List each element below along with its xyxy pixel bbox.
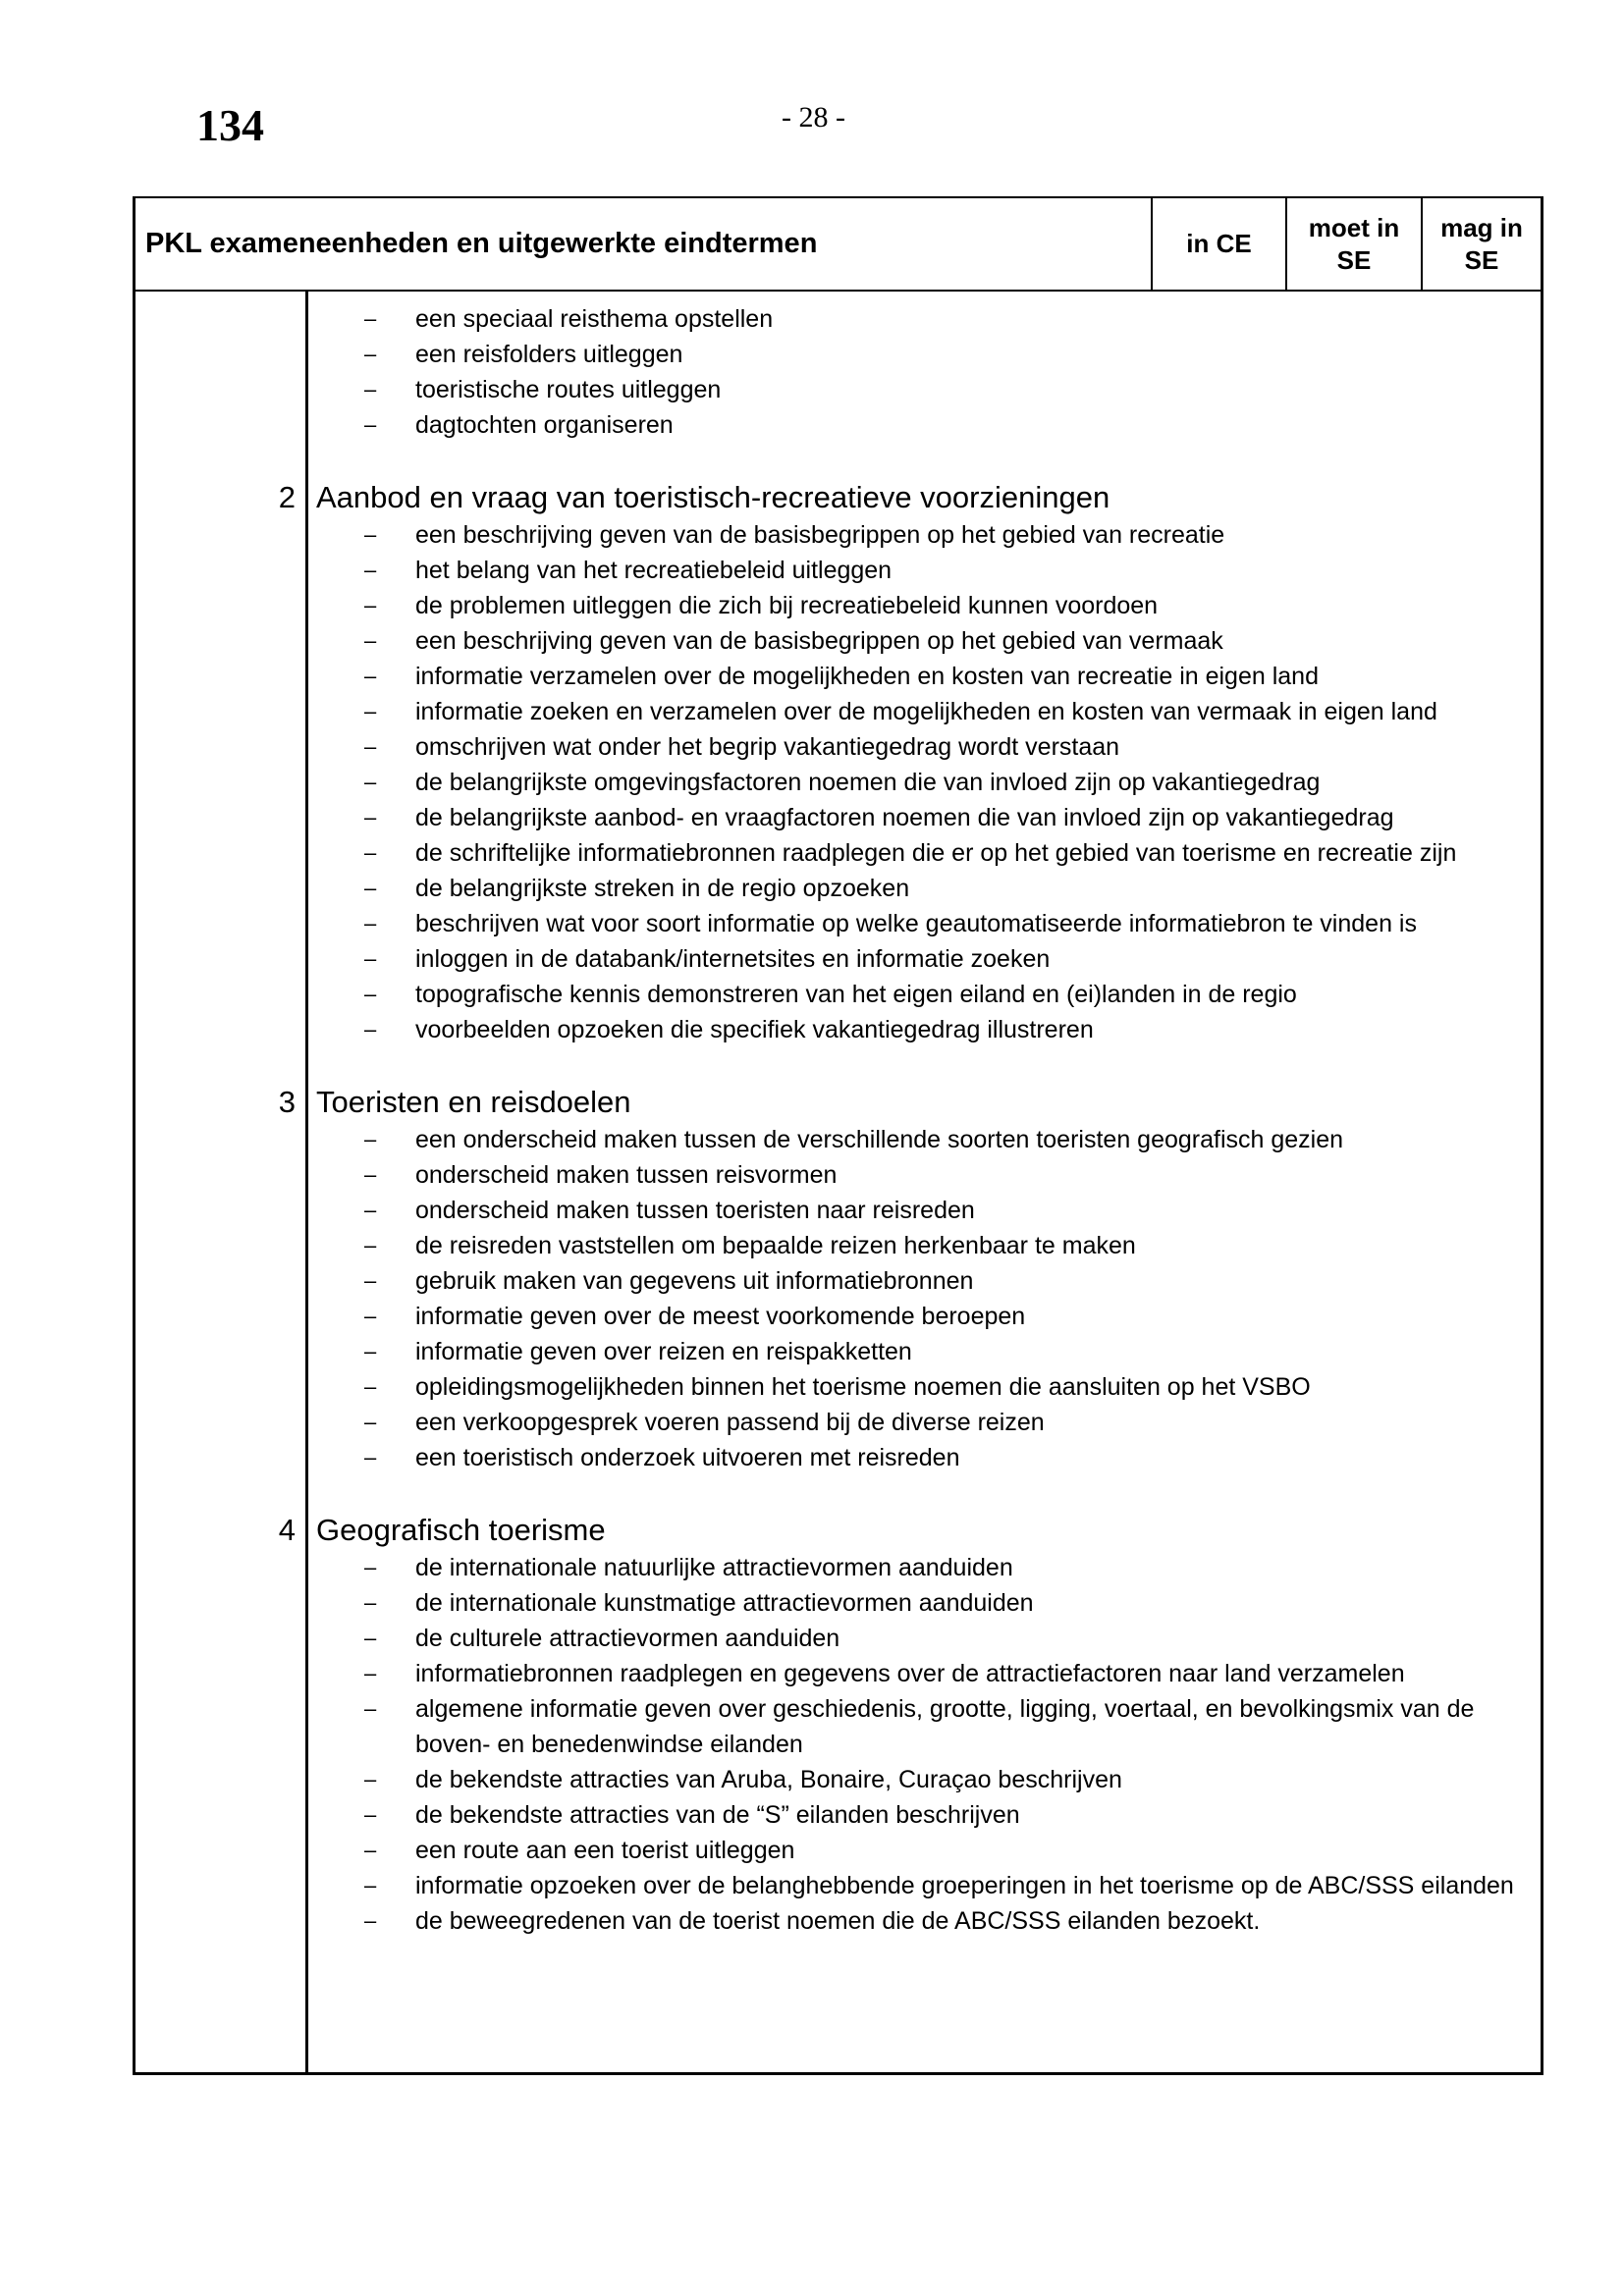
page-number: - 28 -: [782, 101, 845, 133]
list-item-text: dagtochten organiseren: [415, 411, 674, 439]
list-item: [135, 407, 1541, 443]
list-item: [135, 1440, 1541, 1475]
list-item-text: de internationale kunstmatige attractievormen aanduiden: [415, 1589, 1034, 1617]
section: [135, 478, 1541, 1047]
list-item-text: een beschrijving geven van de basisbegrippen op het gebied van vermaak: [415, 627, 1223, 655]
list-item: [135, 301, 1541, 337]
dash-bullet-icon: –: [364, 1127, 377, 1151]
dash-bullet-icon: –: [364, 412, 377, 437]
dash-bullet-icon: –: [364, 734, 377, 759]
list-item: [135, 1797, 1541, 1833]
list-item: [135, 1157, 1541, 1193]
dash-bullet-icon: –: [364, 1162, 377, 1187]
dash-bullet-icon: –: [364, 1304, 377, 1328]
dash-bullet-icon: –: [364, 982, 377, 1006]
dash-bullet-icon: –: [364, 377, 377, 401]
header-mag-in-se: mag in SE: [1440, 212, 1523, 275]
header-in-ce: in CE: [1153, 198, 1287, 290]
dash-bullet-icon: –: [364, 1802, 377, 1827]
list-item: [135, 977, 1541, 1012]
list-item-text: gebruik maken van gegevens uit informatiebronnen: [415, 1267, 974, 1295]
list-item-text: de reisreden vaststellen om bepaalde reizen herkenbaar te maken: [415, 1232, 1136, 1259]
list-item-text: informatie verzamelen over de mogelijkheden en kosten van recreatie in eigen land: [415, 663, 1319, 690]
section-number: 2: [278, 480, 296, 514]
dash-bullet-icon: –: [364, 1838, 377, 1862]
list-item-text: het belang van het recreatiebeleid uitleggen: [415, 557, 893, 584]
dash-bullet-icon: –: [364, 1661, 377, 1685]
list-item: [135, 1369, 1541, 1405]
dash-bullet-icon: –: [364, 1339, 377, 1363]
list-item-text: de beweegredenen van de toerist noemen die de ABC/SSS eilanden bezoekt.: [415, 1907, 1261, 1935]
dash-bullet-icon: –: [364, 1017, 377, 1041]
list-item: [135, 906, 1541, 941]
list-item: [135, 1868, 1541, 1903]
list-item-text: de bekendste attracties van Aruba, Bonaire, Curaçao beschrijven: [415, 1766, 1122, 1793]
list-item: [135, 694, 1541, 729]
list-item-text: een speciaal reisthema opstellen: [415, 305, 774, 333]
list-item-text: voorbeelden opzoeken die specifiek vakantiegedrag illustreren: [415, 1016, 1094, 1043]
dash-bullet-icon: –: [364, 628, 377, 653]
section-title: Geografisch toerisme: [316, 1513, 606, 1547]
list-item: [135, 1903, 1541, 1939]
list-item-text: informatie geven over reizen en reispakketten: [415, 1338, 912, 1365]
list-item: [135, 1334, 1541, 1369]
dash-bullet-icon: –: [364, 664, 377, 688]
list-item-text: de belangrijkste streken in de regio opzoeken: [415, 875, 910, 902]
dash-bullet-icon: –: [364, 911, 377, 935]
list-item-text: de belangrijkste aanbod- en vraagfactoren noemen die van invloed zijn op vakantiegedrag: [415, 804, 1394, 831]
list-item: [135, 372, 1541, 407]
section: [135, 1083, 1541, 1475]
dash-bullet-icon: –: [364, 1873, 377, 1897]
dash-bullet-icon: –: [364, 1767, 377, 1791]
list-item: [135, 1621, 1541, 1656]
list-item: [135, 659, 1541, 694]
list-item-text: de internationale natuurlijke attractievormen aanduiden: [415, 1554, 1013, 1581]
section-heading: [135, 478, 1541, 517]
dash-bullet-icon: –: [364, 1198, 377, 1222]
section-title: Toeristen en reisdoelen: [316, 1085, 631, 1119]
list-item: [135, 1762, 1541, 1797]
section: [135, 301, 1541, 443]
list-item-text: inloggen in de databank/internetsites en informatie zoeken: [415, 945, 1051, 973]
eindtermen-list: [135, 517, 1541, 1047]
table-body: [135, 301, 1541, 1939]
list-item: [135, 1585, 1541, 1621]
dash-bullet-icon: –: [364, 1555, 377, 1579]
list-item-text: informatiebronnen raadplegen en gegevens over de attractiefactoren naar land verzamelen: [415, 1660, 1405, 1687]
list-item: [135, 1263, 1541, 1299]
list-item-text: informatie geven over de meest voorkomende beroepen: [415, 1303, 1026, 1330]
list-item: [135, 1228, 1541, 1263]
dash-bullet-icon: –: [364, 840, 377, 865]
section-number: 4: [278, 1513, 296, 1547]
list-item: [135, 1405, 1541, 1440]
section-title: Aanbod en vraag van toeristisch-recreatieve voorzieningen: [316, 480, 1110, 514]
list-item: [135, 337, 1541, 372]
list-item-text: een onderscheid maken tussen de verschillende soorten toeristen geografisch gezien: [415, 1126, 1344, 1153]
header-moet-in-se: moet in SE: [1287, 198, 1423, 290]
eindtermen-list: [135, 301, 1541, 443]
list-item: [135, 765, 1541, 800]
list-item-text: topografische kennis demonstreren van het eigen eiland en (ei)landen in de regio: [415, 981, 1297, 1008]
list-item-text: een reisfolders uitleggen: [415, 341, 683, 368]
dash-bullet-icon: –: [364, 1696, 377, 1721]
dash-bullet-icon: –: [364, 342, 377, 366]
list-item-text: informatie zoeken en verzamelen over de mogelijkheden en kosten van vermaak in eigen land: [415, 698, 1437, 725]
list-item: [135, 729, 1541, 765]
section-number: 3: [278, 1085, 296, 1119]
dash-bullet-icon: –: [364, 805, 377, 829]
table-header: [135, 198, 1541, 292]
section-heading: [135, 1511, 1541, 1550]
dash-bullet-icon: –: [364, 1233, 377, 1257]
dash-bullet-icon: –: [364, 699, 377, 723]
list-item: [135, 1012, 1541, 1047]
list-item-text: een beschrijving geven van de basisbegrippen op het gebied van recreatie: [415, 521, 1225, 549]
list-item: [135, 1122, 1541, 1157]
list-item: [135, 941, 1541, 977]
list-item-text: een route aan een toerist uitleggen: [415, 1837, 795, 1864]
eindtermen-list: [135, 1550, 1541, 1939]
header-title: PKL exameneenheden en uitgewerkte eindtermen: [135, 198, 1153, 290]
list-item: [135, 1299, 1541, 1334]
list-item: [135, 553, 1541, 588]
list-item-text: opleidingsmogelijkheden binnen het toerisme noemen die aansluiten op het VSBO: [415, 1373, 1311, 1401]
list-item: [135, 517, 1541, 553]
dash-bullet-icon: –: [364, 1268, 377, 1293]
dash-bullet-icon: –: [364, 1410, 377, 1434]
section: [135, 1511, 1541, 1939]
dash-bullet-icon: –: [364, 770, 377, 794]
list-item: [135, 1691, 1541, 1762]
list-item: [135, 871, 1541, 906]
exam-units-table: [133, 196, 1543, 2075]
dash-bullet-icon: –: [364, 1445, 377, 1469]
list-item: [135, 1656, 1541, 1691]
list-item-text: een toeristisch onderzoek uitvoeren met reisreden: [415, 1444, 960, 1471]
dash-bullet-icon: –: [364, 522, 377, 547]
eindtermen-list: [135, 1122, 1541, 1475]
list-item: [135, 1550, 1541, 1585]
list-item-text: de schriftelijke informatiebronnen raadplegen die er op het gebied van toerisme en recreatie zijn: [415, 839, 1457, 867]
list-item-text: de bekendste attracties van de “S” eilanden beschrijven: [415, 1801, 1020, 1829]
list-item: [135, 588, 1541, 623]
dash-bullet-icon: –: [364, 593, 377, 617]
dash-bullet-icon: –: [364, 876, 377, 900]
list-item-text: de culturele attractievormen aanduiden: [415, 1625, 840, 1652]
dash-bullet-icon: –: [364, 946, 377, 971]
list-item-text: beschrijven wat voor soort informatie op welke geautomatiseerde informatiebron te vinden is: [415, 910, 1417, 937]
dash-bullet-icon: –: [364, 306, 377, 331]
list-item: [135, 1193, 1541, 1228]
list-item-text: een verkoopgesprek voeren passend bij de diverse reizen: [415, 1409, 1045, 1436]
list-item-text: onderscheid maken tussen reisvormen: [415, 1161, 838, 1189]
document-number: 134: [196, 100, 264, 150]
dash-bullet-icon: –: [364, 1908, 377, 1933]
dash-bullet-icon: –: [364, 558, 377, 582]
list-item: [135, 835, 1541, 871]
dash-bullet-icon: –: [364, 1374, 377, 1399]
list-item-text: de belangrijkste omgevingsfactoren noemen die van invloed zijn op vakantiegedrag: [415, 769, 1321, 796]
dash-bullet-icon: –: [364, 1626, 377, 1650]
list-item: [135, 800, 1541, 835]
list-item-text: algemene informatie geven over geschiedenis, grootte, ligging, voertaal, en bevolkingsmix van de boven- en benedenwindse eilanden: [415, 1695, 1475, 1758]
list-item-text: toeristische routes uitleggen: [415, 376, 722, 403]
list-item: [135, 623, 1541, 659]
list-item-text: onderscheid maken tussen toeristen naar reisreden: [415, 1197, 975, 1224]
list-item-text: omschrijven wat onder het begrip vakantiegedrag wordt verstaan: [415, 733, 1120, 761]
list-item-text: informatie opzoeken over de belanghebbende groeperingen in het toerisme op de ABC/SSS eilanden: [415, 1872, 1514, 1899]
list-item-text: de problemen uitleggen die zich bij recreatiebeleid kunnen voordoen: [415, 592, 1159, 619]
list-item: [135, 1833, 1541, 1868]
dash-bullet-icon: –: [364, 1590, 377, 1615]
section-heading: [135, 1083, 1541, 1122]
